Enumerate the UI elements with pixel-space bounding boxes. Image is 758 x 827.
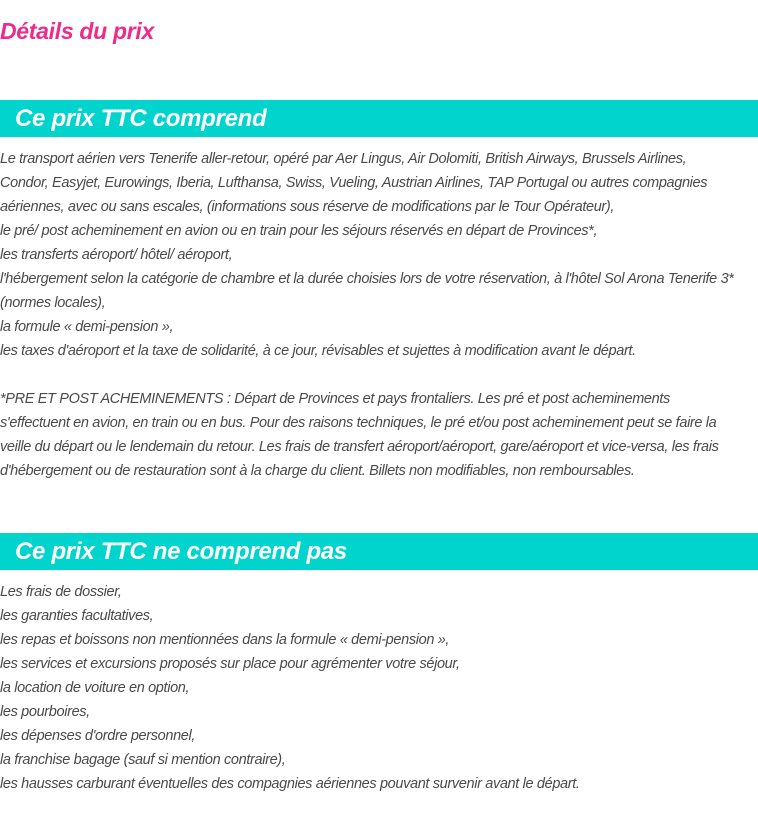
excluded-line: la location de voiture en option, [0, 680, 190, 696]
included-heading: Ce prix TTC comprend [0, 100, 758, 137]
included-line: Condor, Easyjet, Eurowings, Iberia, Lufthansa, Swiss, Vueling, Austrian Airlines, TAP Portugal ou autres compagnies [0, 175, 708, 191]
excluded-line: Les frais de dossier, [0, 584, 122, 600]
included-line: Le transport aérien vers Tenerife aller-retour, opéré par Aer Lingus, Air Dolomiti, British Airways, Brussels Airlines, [0, 151, 687, 167]
excluded-line: les repas et boissons non mentionnées dans la formule « demi-pension », [0, 632, 450, 648]
included-line: aériennes, avec ou sans escales, (informations sous réserve de modifications par le Tour Opérateur), [0, 199, 615, 215]
included-line: la formule « demi-pension », [0, 319, 174, 335]
excluded-list [0, 580, 758, 796]
excluded-line: les pourboires, [0, 704, 90, 720]
included-line: l'hébergement selon la catégorie de chambre et la durée choisies lors de votre réservation, à l'hôtel Sol Arona Tenerife 3* [0, 271, 734, 287]
included-line: (normes locales), [0, 295, 106, 311]
included-list [0, 147, 758, 363]
excluded-line: les hausses carburant éventuelles des compagnies aériennes pouvant survenir avant le départ. [0, 776, 580, 792]
included-line: les taxes d'aéroport et la taxe de solidarité, à ce jour, révisables et sujettes à modification avant le départ. [0, 343, 636, 359]
page-title: Détails du prix [0, 18, 154, 44]
note-line: *PRE ET POST ACHEMINEMENTS : Départ de Provinces et pays frontaliers. Les pré et post acheminements [0, 391, 670, 407]
included-line: le pré/ post acheminement en avion ou en train pour les séjours réservés en départ de Provinces*, [0, 223, 598, 239]
note-line: veille du départ ou le lendemain du retour. Les frais de transfert aéroport/aéroport, gare/aéroport et vice-versa, les frais [0, 439, 719, 455]
note-line: s'effectuent en avion, en train ou en bus. Pour des raisons techniques, le pré et/ou post acheminement peut se faire la [0, 415, 717, 431]
note-line: d'hébergement ou de restauration sont à la charge du client. Billets non modifiables, non remboursables. [0, 463, 635, 479]
excluded-line: les garanties facultatives, [0, 608, 154, 624]
excluded-line: la franchise bagage (sauf si mention contraire), [0, 752, 286, 768]
excluded-heading: Ce prix TTC ne comprend pas [0, 533, 758, 570]
excluded-line: les services et excursions proposés sur place pour agrémenter votre séjour, [0, 656, 460, 672]
transfer-note [0, 387, 758, 483]
included-line: les transferts aéroport/ hôtel/ aéroport, [0, 247, 233, 263]
excluded-line: les dépenses d'ordre personnel, [0, 728, 196, 744]
